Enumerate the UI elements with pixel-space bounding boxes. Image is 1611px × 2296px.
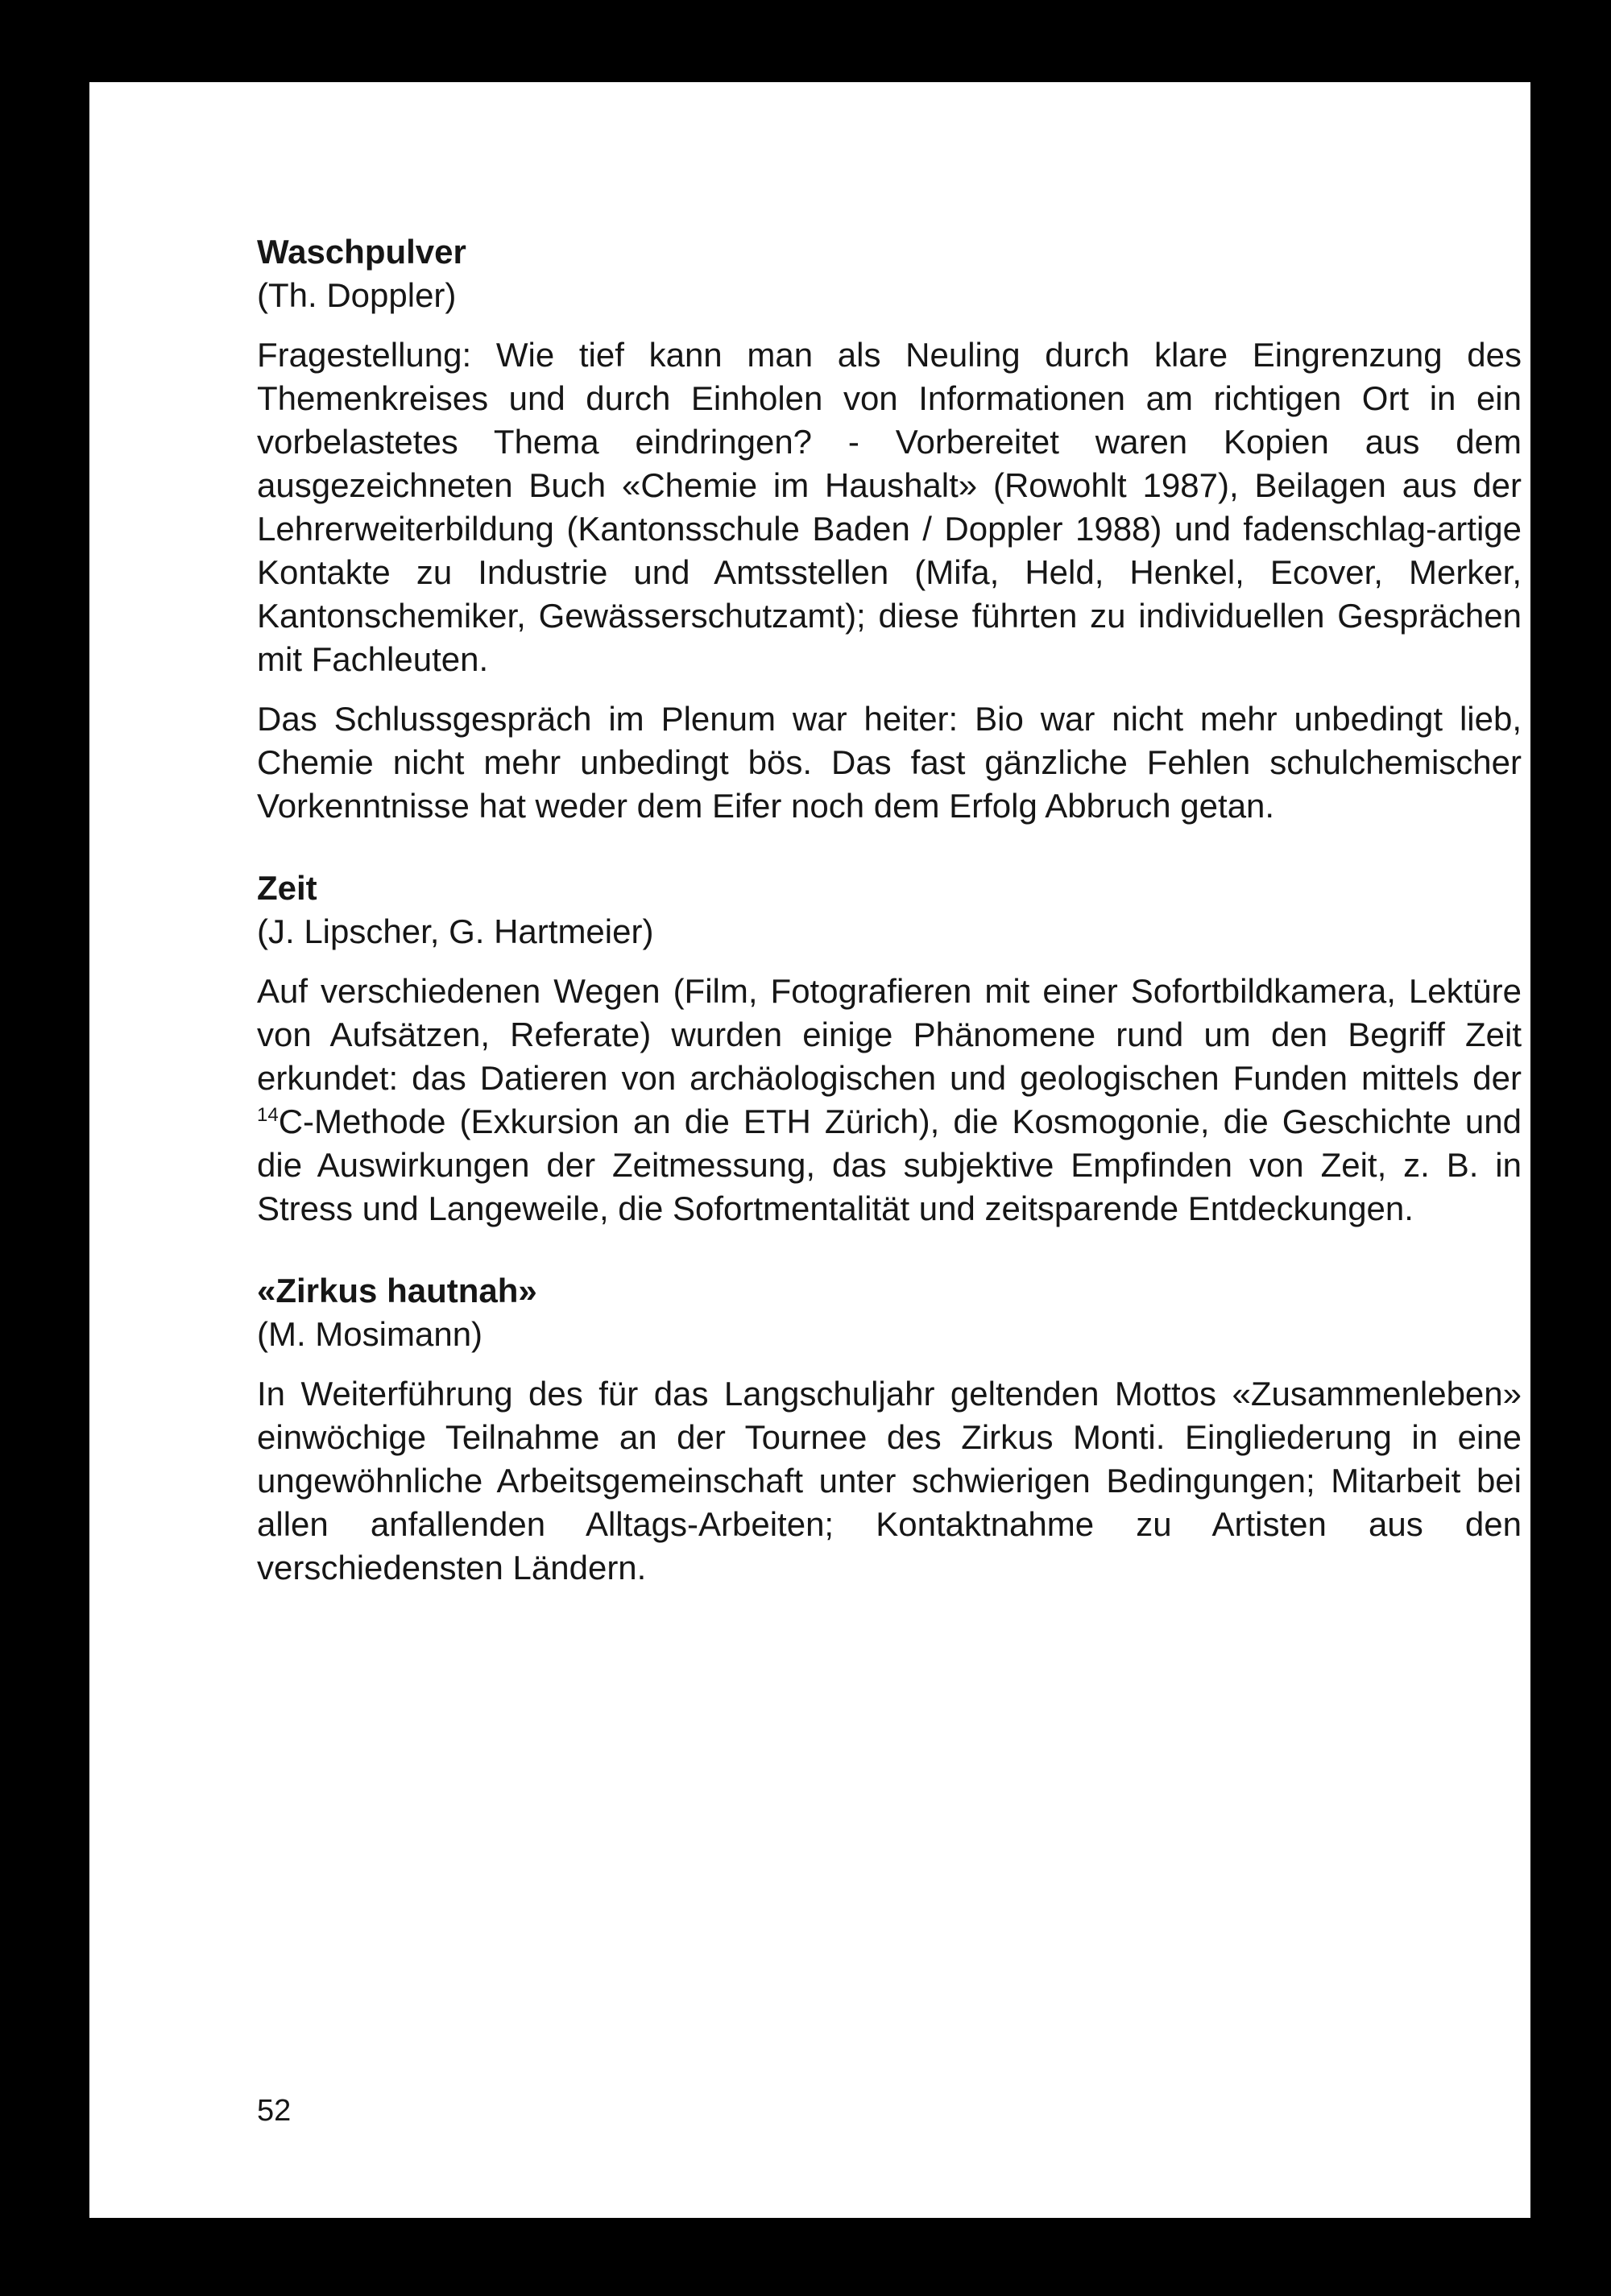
section-title: «Zirkus hautnah» <box>257 1272 537 1309</box>
section-waschpulver <box>257 230 1522 828</box>
section-paragraph: In Weiterführung des für das Langschuljahr geltenden Mottos «Zusammenleben» einwöchige Teilnahme an der Tournee des Zirkus Monti. Eingliederung in eine ungewöhnliche Arbeitsgemeinschaft unter schwierigen Bedingungen; Mitarbeit bei allen anfallenden Alltags-Arbeiten; Kontaktnahme zu Artisten aus den verschiedensten Ländern. <box>257 1375 1522 1587</box>
section-author: (J. Lipscher, G. Hartmeier) <box>257 912 654 950</box>
paragraph-text: C-Methode (Exkursion an die ETH Zürich), die Kosmogonie, die Geschichte und die Auswirkungen der Zeitmessung, das subjektive Empfinden von Zeit, z. B. in Stress und Langeweile, die Sofortmentalität und zeitsparende Entdeckungen. <box>257 1102 1522 1227</box>
page-number: 52 <box>257 2094 292 2128</box>
page-content <box>257 230 1522 1628</box>
section-paragraph: Das Schlussgespräch im Plenum war heiter: Bio war nicht mehr unbedingt lieb, Chemie nicht mehr unbedingt bös. Das fast gänzliche Fehlen schulchemischer Vorkenntnisse hat weder dem Eifer noch dem Erfolg Abbruch getan. <box>257 700 1522 825</box>
section-title: Waschpulver <box>257 233 466 271</box>
section-paragraph: Fragestellung: Wie tief kann man als Neuling durch klare Eingrenzung des Themenkreises und durch Einholen von Informationen am richtigen Ort in ein vorbelastetes Thema eindringen? - Vorbereitet waren Kopien aus dem ausgezeichneten Buch «Chemie im Haushalt» (Rowohlt 1987), Beilagen aus der Lehrerweiterbildung (Kantonsschule Baden / Doppler 1988) und fadenschlag-artige Kontakte zu Industrie und Amtsstellen (Mifa, Held, Henkel, Ecover, Merker, Kantonschemiker, Gewässerschutzamt); diese führten zu individuellen Gesprächen mit Fachleuten. <box>257 336 1522 678</box>
document-page <box>89 82 1530 2218</box>
section-zirkus <box>257 1269 1522 1590</box>
section-paragraph <box>257 970 1522 1231</box>
section-zeit <box>257 867 1522 1231</box>
section-author: (M. Mosimann) <box>257 1315 483 1353</box>
section-title: Zeit <box>257 869 317 907</box>
paragraph-text: Auf verschiedenen Wegen (Film, Fotografieren mit einer Sofortbildkamera, Lektüre von Aufsätzen, Referate) wurden einige Phänomene rund um den Begriff Zeit erkundet: das Datieren von archäologischen und geologischen Funden mittels der <box>257 972 1522 1097</box>
superscript-14: 14 <box>257 1104 279 1126</box>
section-author: (Th. Doppler) <box>257 276 457 314</box>
